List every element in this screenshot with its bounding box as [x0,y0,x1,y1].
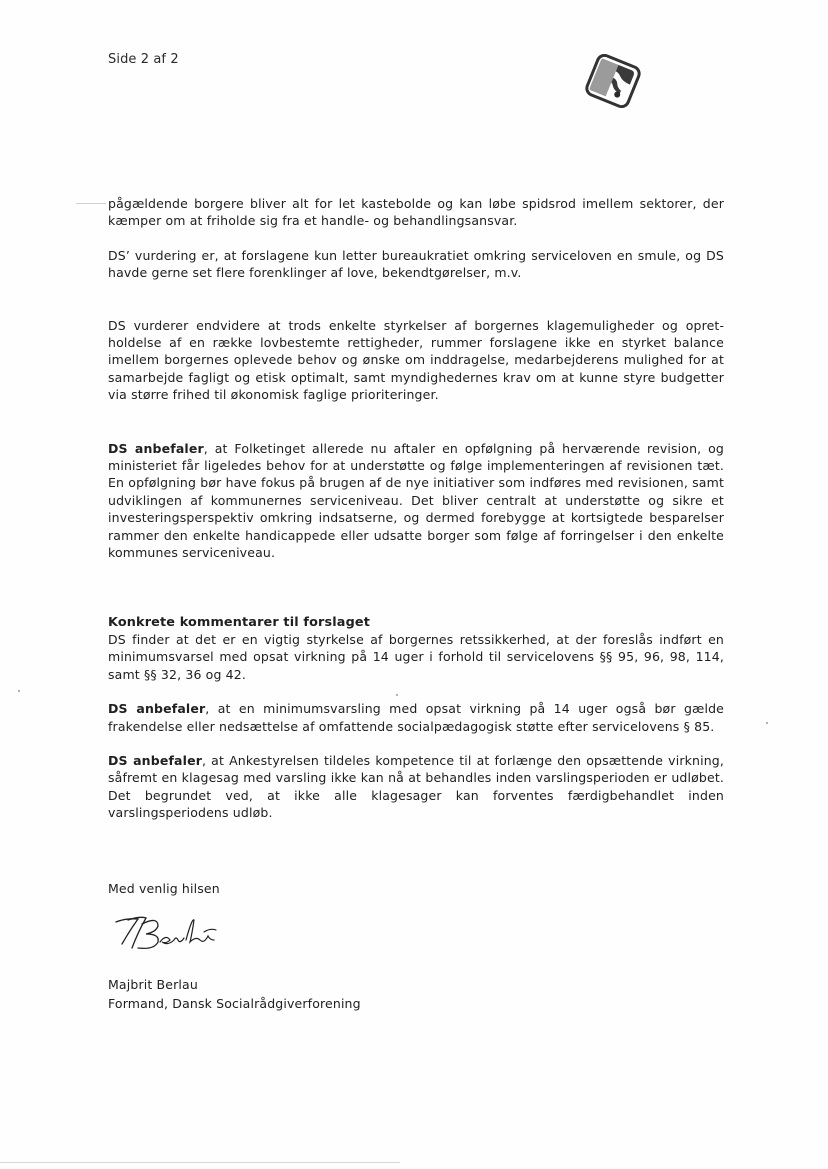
paragraph-recommendation-notice [108,700,724,735]
recommendation-text: , at en minimumsvarsling med opsat virkning på 14 uger også bør gælde frakendelse eller nedsættelse af omfattende socialpædagogisk støtte efter servicelovens § 85. [108,701,724,734]
closing-greeting: Med venlig hilsen [108,881,220,896]
recommendation-text: , at Ankestyrelsen tildeles kompetence til at forlænge den opsættende virkning, såfremt en klagesag med varsling ikke kan nå at behandles inden varslingsperioden er udløbet. Det begrundet ved, at ikke alle klagesager kan forventes færdigbehandlet inden varslingsperiodens udløb. [108,752,725,821]
letter-body [108,195,724,822]
signer-block [108,976,361,1013]
signer-name: Majbrit Berlau [108,977,198,992]
recommendation-lead: DS anbefaler [108,701,206,717]
recommendation-text: , at Folketinget allerede nu aftaler en opfølgning på herværende revision, og ministeriet får ligeledes behov for at understøtte og følge implementeringen af revisionen tæt. En opfølgning bør have fokus på brugen af de nye initiativer som indføres med revisionen, samt udviklingen af kommunernes serviceniveau. Det bliver centralt at understøtte og sikre et investeringsperspektiv omkring indsatserne, og dermed forebygge at kortsigtede besparelser rammer den enkelte handicappede eller udsatte borger som følge af forringelser i den enkelte kommunes serviceniveau. [108,440,724,561]
handwritten-signature [112,910,230,960]
scan-artifact-line [76,203,106,204]
recommendation-lead: DS anbefaler [108,440,204,456]
paragraph-assessment: DS’ vurdering er, at forslagene kun letter bureaukratiet omkring serviceloven en smule, og DS havde gerne set flere forenklinger af love, bekendtgørelser, m.v. [108,247,724,281]
recommendation-lead: DS anbefaler [108,752,203,768]
ds-logo-icon [582,54,644,108]
section-heading: Konkrete kommentarer til forslaget [108,614,370,630]
paragraph-balance: DS vurderer endvidere at trods enkelte styrkelser af borgernes klagemuligheder og opretholdelse af en række lovbestemte rettigheder, rummer forslagene ikke en styrket balance imellem borgernes oplevede behov og ønske om inddragelse, medarbejderens mulighed for at samarbejde fagligt og etisk optimalt, samt myndighedernes krav om at kunne styre budgetter via større frihed til økonomisk faglige prioriteringer. [108,317,724,403]
paragraph-recommendation-followup [108,440,724,562]
scan-artifact-dot [766,722,768,724]
paragraph-continuation: pågældende borgere bliver alt for let kastebolde og kan løbe spidsrod imellem sektorer, der kæmper om at friholde sig fra et handle- og behandlingsansvar. [108,196,724,229]
scan-artifact-dot [18,690,20,692]
scan-footer-line [0,1162,400,1163]
paragraph-minimum-notice: DS finder at det er en vigtig styrkelse af borgernes retssikkerhed, at der foreslås indført en minimumsvarsel med opsat virkning på 14 uger i forhold til servicelovens §§ 95, 96, 98, 114, samt §§ 32, 36 og 42. [108,631,724,682]
page-number: Side 2 af 2 [108,52,179,67]
paragraph-recommendation-ankestyrelsen [108,752,724,822]
signer-title: Formand, Dansk Socialrådgiverforening [108,995,361,1011]
